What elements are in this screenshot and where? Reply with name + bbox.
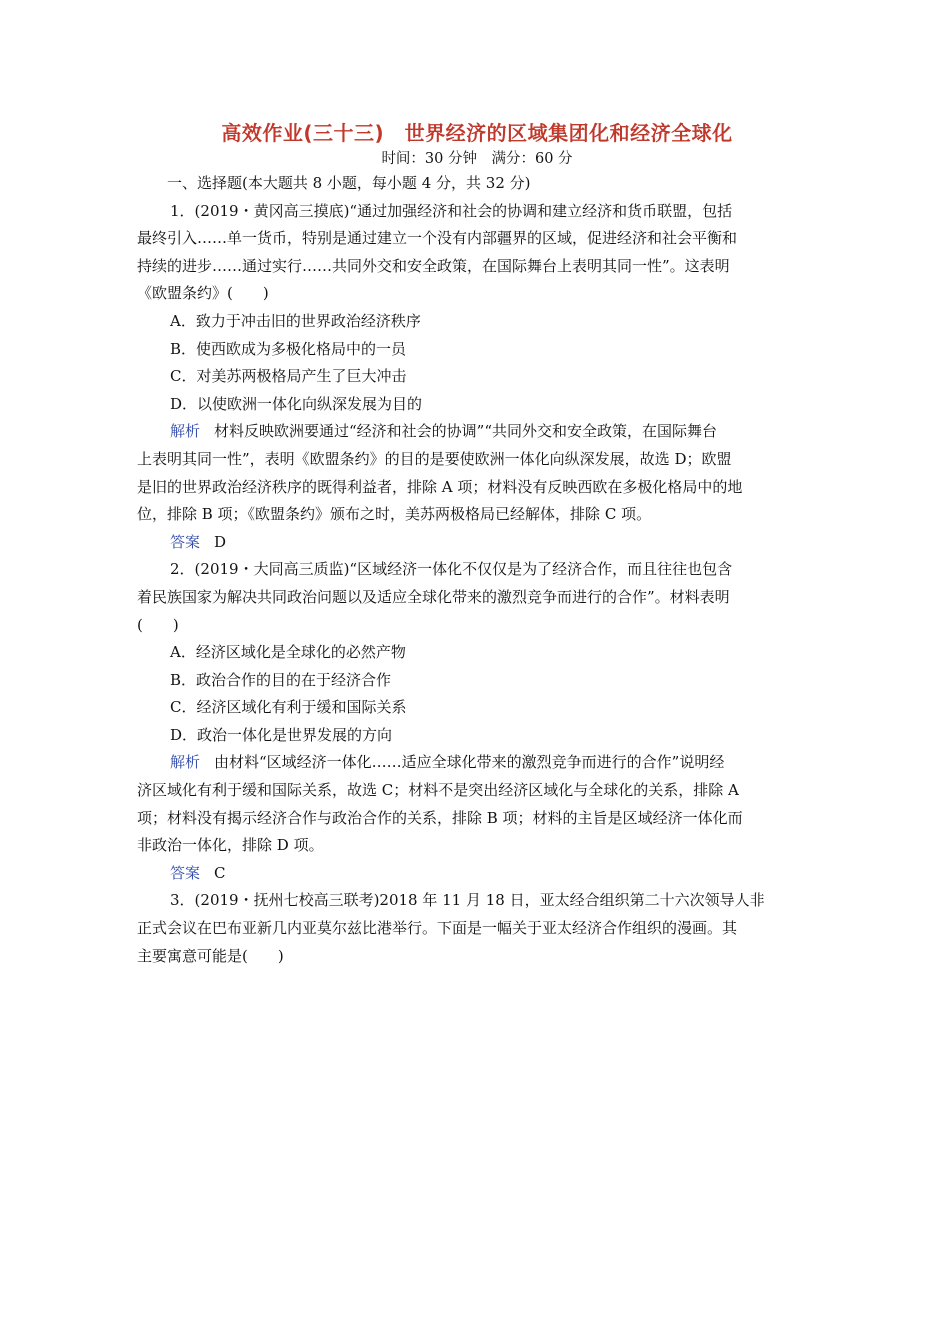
analysis-line: 非政治一体化，排除 D 项。 <box>137 836 324 855</box>
option-a: A．致力于冲击旧的世界政治经济秩序 <box>170 311 421 330</box>
analysis-line <box>137 749 817 777</box>
question-stem-line: 1．(2019・黄冈高三摸底)“通过加强经济和社会的协调和建立经济和货币联盟，包括 <box>170 201 733 220</box>
option-c: C．经济区域化有利于缓和国际关系 <box>170 698 407 717</box>
question-1 <box>137 198 817 557</box>
question-2 <box>137 556 817 887</box>
option-d: D．政治一体化是世界发展的方向 <box>170 725 393 744</box>
option-b: B．政治合作的目的在于经济合作 <box>170 670 392 689</box>
question-stem-line: 主要寓意可能是( ) <box>137 946 284 965</box>
option-d: D．以使欧洲一体化向纵深发展为目的 <box>170 394 423 413</box>
analysis-line: 项；材料没有揭示经济合作与政治合作的关系，排除 B 项；材料的主旨是区域经济一体化而 <box>137 808 743 827</box>
answer-label: 答案 <box>170 863 201 882</box>
answer-line <box>137 860 817 888</box>
analysis-line: 上表明其同一性”，表明《欧盟条约》的目的是要使欧洲一体化向纵深发展，故选 D；欧盟 <box>137 449 732 468</box>
analysis-label: 解析 <box>170 422 201 441</box>
question-stem-line: 持续的进步……通过实行……共同外交和安全政策，在国际舞台上表明其同一性”。这表明 <box>137 256 730 275</box>
section-heading: 一、选择题(本大题共 8 小题，每小题 4 分，共 32 分) <box>167 174 531 192</box>
option-c: C．对美苏两极格局产生了巨大冲击 <box>170 367 407 386</box>
question-stem-line: 着民族国家为解决共同政治问题以及适应全球化带来的激烈竞争而进行的合作”。材料表明 <box>137 587 730 606</box>
analysis-text: 材料反映欧洲要通过“经济和社会的协调”“共同外交和安全政策，在国际舞台 <box>214 422 718 441</box>
question-stem-line: 《欧盟条约》( ) <box>137 284 269 303</box>
answer-value: D <box>214 532 227 551</box>
question-stem-line: 3．(2019・抚州七校高三联考)2018 年 11 月 18 日，亚太经合组织第二十六次领导人非 <box>170 891 765 910</box>
option-b: B．使西欧成为多极化格局中的一员 <box>170 339 407 358</box>
question-stem-line: 最终引入……单一货币，特别是通过建立一个没有内部疆界的区域，促进经济和社会平衡和 <box>137 229 738 248</box>
analysis-line: 是旧的世界政治经济秩序的既得利益者，排除 A 项；材料没有反映西欧在多极化格局中的地 <box>137 477 743 496</box>
option-a: A．经济区域化是全球化的必然产物 <box>170 643 406 662</box>
question-stem-line: 2．(2019・大同高三质监)“区域经济一体化不仅仅是为了经济合作，而且往往也包含 <box>170 560 733 579</box>
answer-value: C <box>214 863 226 882</box>
document-page <box>137 118 817 970</box>
question-stem-line: ( ) <box>137 615 179 634</box>
document-title: 高效作业(三十三) 世界经济的区域集团化和经济全球化 <box>221 121 733 145</box>
analysis-line: 济区域化有利于缓和国际关系，故选 C；材料不是突出经济区域化与全球化的关系，排除 A <box>137 781 739 800</box>
exam-meta: 时间：30 分钟 满分：60 分 <box>381 151 573 167</box>
answer-label: 答案 <box>170 532 201 551</box>
analysis-line <box>137 418 817 446</box>
analysis-line: 位，排除 B 项；《欧盟条约》颁布之时，美苏两极格局已经解体，排除 C 项。 <box>137 505 652 524</box>
question-3 <box>137 887 817 970</box>
answer-line <box>137 529 817 557</box>
analysis-label: 解析 <box>170 753 201 772</box>
question-stem-line: 正式会议在巴布亚新几内亚莫尔兹比港举行。下面是一幅关于亚太经济合作组织的漫画。其 <box>137 919 738 938</box>
analysis-text: 由材料“区域经济一体化……适应全球化带来的激烈竞争而进行的合作”说明经 <box>214 753 725 772</box>
